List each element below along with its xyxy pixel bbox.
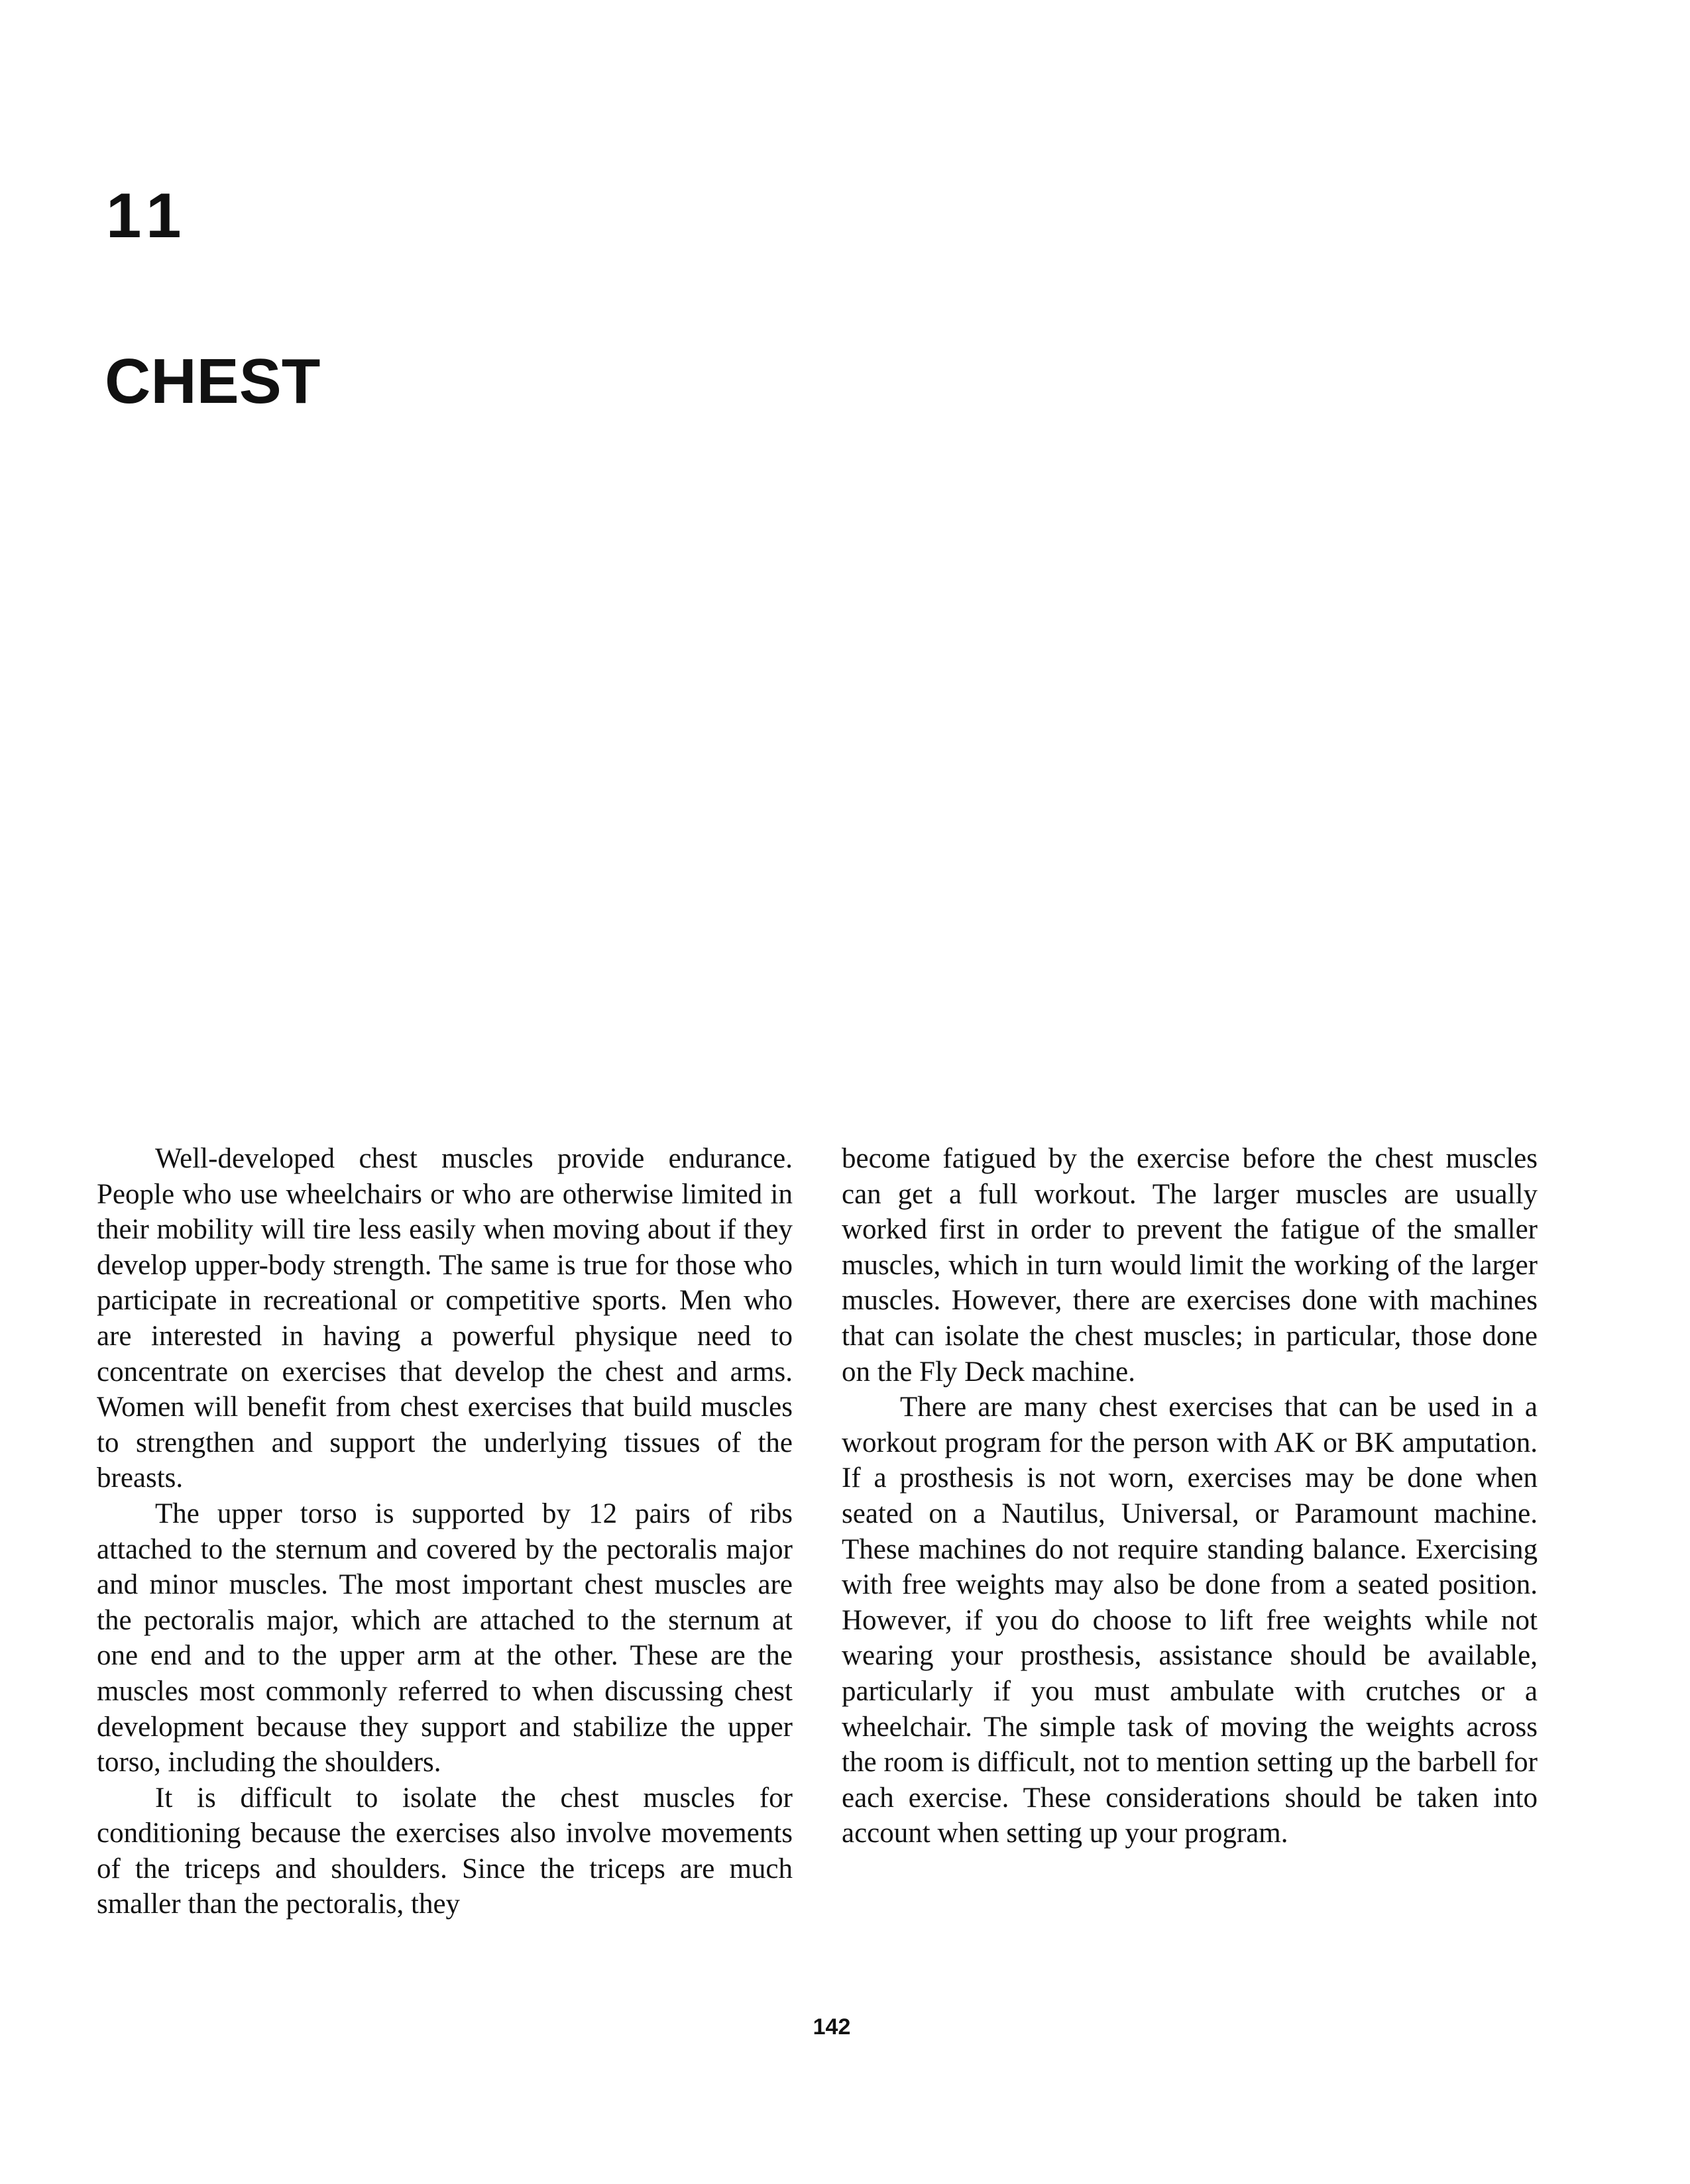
paragraph-continued: become fatigued by the exercise before the chest muscles can get a full workout. The larger muscles are usually worked first in order to prevent the fatigue of the smaller muscles, which in turn would limit the working of the larger muscles. However, there are exercises done with machines that can isolate the chest muscles; in particular, those done on the Fly Deck machine. [842,1143,1538,1388]
paragraph: Well-developed chest muscles provide endurance. People who use wheelchairs or who are otherwise limited in their mobility will tire less easily when moving about if they develop upper-body strength. The same is true for those who participate in recreational or competitive sports. Men who are interested in having a powerful physique need to concentrate on exercises that develop the chest and arms. Women will benefit from chest exercises that build muscles to strengthen and support the underlying tissues of the breasts. [97,1143,793,1494]
left-column [97,1141,793,1922]
paragraph: The upper torso is supported by 12 pairs of ribs attached to the sternum and covered by the pectoralis major and minor muscles. The most important chest muscles are the pectoralis major, which are attached to the sternum at one end and to the upper arm at the other. These are the muscles most commonly referred to when discussing chest development because they support and stabilize the upper torso, including the shoulders. [97,1498,793,1778]
paragraph: There are many chest exercises that can be used in a workout program for the person with AK or BK amputation. If a prosthesis is not worn, exercises may be done when seated on a Nautilus, Universal, or Paramount machine. These machines do not require standing balance. Exercising with free weights may also be done from a seated position. However, if you do choose to lift free weights while not wearing your prosthesis, assistance should be available, particularly if you must ambulate with crutches or a wheelchair. The simple task of moving the weights across the room is difficult, not to mention setting up the barbell for each exercise. These considerations should be taken into account when setting up your program. [842,1392,1538,1849]
page-number: 142 [813,2014,851,2040]
chapter-number: 11 [106,180,190,251]
chapter-title: CHEST [105,346,321,417]
paragraph: It is difficult to isolate the chest muscles for conditioning because the exercises also involve movements of the triceps and shoulders. Since the triceps are much smaller than the pectoralis, they [97,1782,793,1920]
right-column [842,1141,1538,1851]
